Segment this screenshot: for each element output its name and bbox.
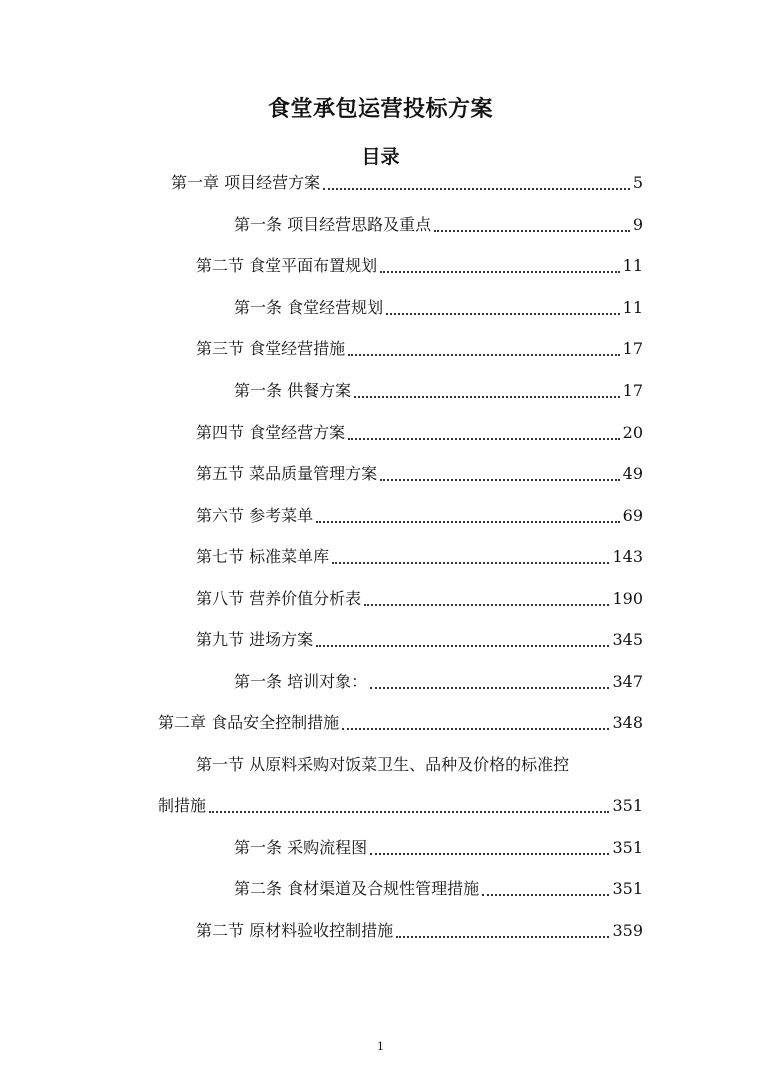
toc-entry-page: 345 — [612, 630, 643, 649]
toc-entry[interactable] — [196, 249, 643, 277]
dot-leader — [482, 893, 609, 896]
dot-leader — [364, 603, 609, 606]
toc-entry[interactable] — [234, 831, 643, 859]
dot-leader — [316, 520, 620, 523]
dot-leader — [348, 437, 620, 440]
toc-entry[interactable] — [196, 416, 643, 444]
dot-leader — [332, 561, 609, 564]
toc-entry-page: 143 — [612, 547, 643, 566]
dot-leader — [380, 270, 620, 273]
toc-entry-label: 第一章 项目经营方案 — [171, 173, 321, 192]
toc-entry-label: 第一节 从原料采购对饭菜卫生、品种及价格的标准控 — [196, 755, 570, 774]
toc-entry[interactable] — [234, 665, 643, 693]
toc-entry[interactable] — [196, 457, 643, 485]
toc-entry-page: 351 — [612, 838, 643, 857]
toc-entry[interactable] — [234, 374, 643, 402]
toc-entry[interactable] — [158, 789, 643, 817]
dot-leader — [342, 727, 609, 730]
toc-entry-label: 第二条 食材渠道及合规性管理措施 — [234, 879, 480, 898]
document-title: 食堂承包运营投标方案 — [267, 97, 493, 122]
dot-leader — [348, 353, 620, 356]
toc-entry-label: 第二章 食品安全控制措施 — [158, 713, 340, 732]
toc-entry-page: 348 — [612, 713, 643, 732]
toc-entry-label: 第一条 项目经营思路及重点 — [234, 215, 432, 234]
toc-entry[interactable] — [196, 623, 643, 651]
toc-entry-label: 制措施 — [158, 796, 207, 815]
toc-entry-label: 第四节 食堂经营方案 — [196, 423, 346, 442]
toc-entry-label: 第一条 供餐方案 — [234, 381, 352, 400]
toc-entry-page: 11 — [622, 256, 643, 275]
dot-leader — [380, 478, 620, 481]
toc-entry[interactable] — [196, 914, 643, 942]
dot-leader — [209, 810, 609, 813]
toc-entry-label: 第三节 食堂经营措施 — [196, 339, 346, 358]
toc-entry-label: 第二节 原材料验收控制措施 — [196, 921, 394, 940]
toc-entry[interactable] — [196, 540, 643, 568]
dot-leader — [323, 187, 630, 190]
toc-entry[interactable] — [196, 582, 643, 610]
dot-leader — [396, 935, 609, 938]
toc-entry-page: 49 — [622, 464, 643, 483]
toc-entry-page: 190 — [612, 589, 643, 608]
toc-entry-label: 第二节 食堂平面布置规划 — [196, 256, 378, 275]
toc-entry-label: 第七节 标准菜单库 — [196, 547, 330, 566]
page-number: 1 — [377, 1040, 384, 1053]
toc-entry-label: 第五节 菜品质量管理方案 — [196, 464, 378, 483]
toc-entry[interactable] — [171, 166, 643, 194]
toc-entry-label: 第一条 采购流程图 — [234, 838, 368, 857]
toc-entry-page: 5 — [632, 173, 643, 192]
toc-entry-page: 347 — [612, 672, 643, 691]
toc-entry[interactable] — [196, 499, 643, 527]
toc-entry-page: 359 — [612, 921, 643, 940]
toc-entry[interactable] — [234, 208, 643, 236]
toc-entry-page: 11 — [622, 298, 643, 317]
toc-heading: 目录 — [361, 146, 400, 168]
toc-entry-page: 351 — [612, 796, 643, 815]
toc-entry-page: 351 — [612, 879, 643, 898]
dot-leader — [354, 395, 620, 398]
dot-leader — [370, 852, 609, 855]
toc-entry[interactable] — [196, 332, 643, 360]
dot-leader — [316, 644, 609, 647]
dot-leader — [386, 312, 620, 315]
dot-leader — [434, 229, 630, 232]
toc-entry[interactable] — [234, 872, 643, 900]
toc-entry-wrapped-line[interactable] — [196, 748, 643, 776]
toc-entry-page: 20 — [622, 423, 643, 442]
dot-leader — [370, 686, 609, 689]
toc-entry[interactable] — [158, 706, 643, 734]
toc-entry[interactable] — [234, 291, 643, 319]
toc-entry-page: 69 — [622, 506, 643, 525]
toc-entry-page: 17 — [622, 381, 643, 400]
toc-entry-page: 17 — [622, 339, 643, 358]
toc-entry-label: 第九节 进场方案 — [196, 630, 314, 649]
toc-entry-label: 第一条 培训对象： — [234, 672, 368, 691]
toc-entry-label: 第一条 食堂经营规划 — [234, 298, 384, 317]
toc-entry-page: 9 — [632, 215, 643, 234]
toc-entry-label: 第六节 参考菜单 — [196, 506, 314, 525]
toc-entry-label: 第八节 营养价值分析表 — [196, 589, 362, 608]
